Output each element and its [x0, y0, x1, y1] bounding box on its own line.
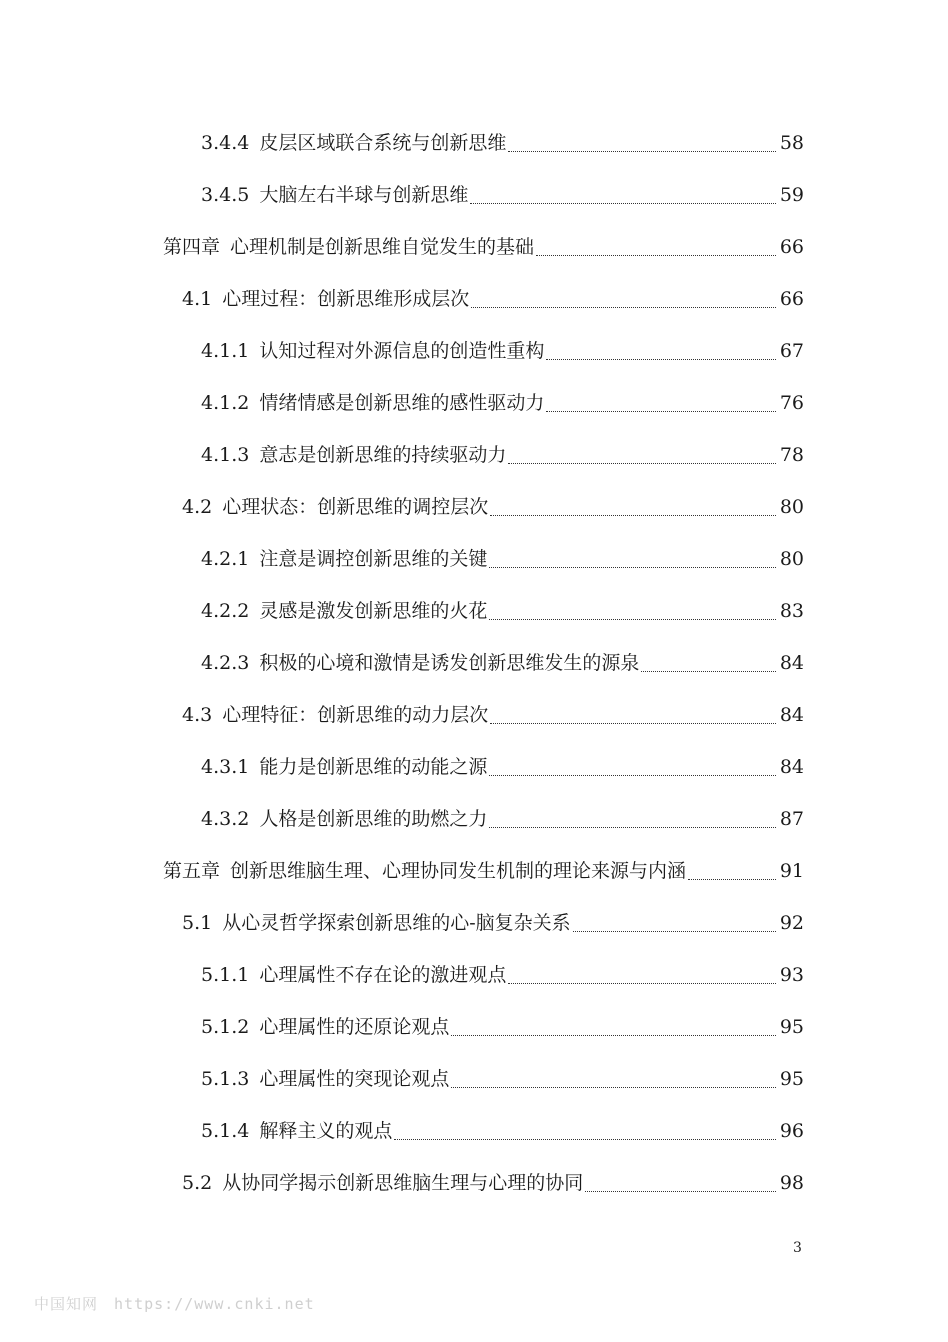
toc-entry-page: 84	[779, 704, 804, 726]
toc-entry-page: 93	[779, 964, 804, 986]
toc-dot-leader	[508, 429, 776, 481]
toc-entry-page: 84	[779, 756, 804, 778]
toc-entry-page: 87	[779, 808, 804, 830]
toc-entry[interactable]	[201, 1053, 804, 1105]
toc-entry-page: 83	[779, 600, 804, 622]
toc-entry-number: 4.1.3	[201, 444, 250, 466]
toc-entry-title: 心理特征：创新思维的动力层次	[222, 704, 489, 726]
toc-entry-number: 4.3	[182, 704, 213, 726]
toc-dot-leader	[451, 1053, 776, 1105]
toc-entry[interactable]	[163, 845, 804, 897]
toc-dot-leader	[490, 481, 776, 533]
toc-entry-page: 58	[779, 132, 804, 154]
toc-entry-number: 4.2	[182, 496, 213, 518]
toc-dot-leader	[489, 741, 776, 793]
toc-dot-leader	[471, 273, 776, 325]
toc-entry-title: 意志是创新思维的持续驱动力	[259, 444, 507, 466]
watermark	[34, 1293, 315, 1314]
toc-entry[interactable]	[182, 689, 804, 741]
toc-dot-leader	[508, 117, 776, 169]
toc-dot-leader	[451, 1001, 776, 1053]
toc-dot-leader	[688, 845, 776, 897]
table-of-contents	[0, 117, 948, 1209]
toc-entry[interactable]	[182, 273, 804, 325]
toc-entry[interactable]	[182, 897, 804, 949]
toc-entry-number: 4.2.2	[201, 600, 250, 622]
toc-entry[interactable]	[201, 949, 804, 1001]
toc-dot-leader	[489, 585, 776, 637]
toc-dot-leader	[546, 377, 776, 429]
toc-entry-page: 80	[779, 496, 804, 518]
toc-dot-leader	[489, 793, 776, 845]
toc-dot-leader	[641, 637, 776, 689]
toc-entry-page: 67	[779, 340, 804, 362]
toc-entry[interactable]	[182, 1157, 804, 1209]
toc-entry-number: 5.1.2	[201, 1016, 250, 1038]
toc-entry-page: 66	[779, 236, 804, 258]
toc-entry[interactable]	[201, 429, 804, 481]
toc-entry-number: 4.3.2	[201, 808, 250, 830]
toc-entry-page: 78	[779, 444, 804, 466]
toc-entry[interactable]	[201, 1105, 804, 1157]
toc-entry-title: 积极的心境和激情是诱发创新思维发生的源泉	[259, 652, 640, 674]
toc-dot-leader	[573, 897, 776, 949]
toc-entry[interactable]	[201, 325, 804, 377]
toc-entry-page: 76	[779, 392, 804, 414]
toc-dot-leader	[585, 1157, 776, 1209]
toc-entry-page: 96	[779, 1120, 804, 1142]
toc-entry-page: 92	[779, 912, 804, 934]
toc-entry-title: 注意是调控创新思维的关键	[259, 548, 488, 570]
toc-dot-leader	[394, 1105, 776, 1157]
watermark-site-name: 中国知网	[34, 1295, 99, 1313]
toc-entry-number: 5.2	[182, 1172, 213, 1194]
toc-entry-title: 解释主义的观点	[259, 1120, 393, 1142]
toc-entry-number: 5.1.4	[201, 1120, 250, 1142]
toc-dot-leader	[508, 949, 776, 1001]
toc-entry-title: 能力是创新思维的动能之源	[259, 756, 488, 778]
toc-entry[interactable]	[201, 533, 804, 585]
toc-entry-title: 心理过程：创新思维形成层次	[222, 288, 470, 310]
toc-entry-page: 91	[779, 860, 804, 882]
toc-entry[interactable]	[182, 481, 804, 533]
toc-entry[interactable]	[201, 377, 804, 429]
toc-entry-title: 从心灵哲学探索创新思维的心-脑复杂关系	[222, 912, 571, 934]
watermark-url: https://www.cnki.net	[114, 1295, 315, 1313]
toc-entry[interactable]	[163, 221, 804, 273]
toc-entry-title: 皮层区域联合系统与创新思维	[259, 132, 507, 154]
toc-entry-title: 从协同学揭示创新思维脑生理与心理的协同	[222, 1172, 584, 1194]
toc-entry-title: 心理状态：创新思维的调控层次	[222, 496, 489, 518]
toc-dot-leader	[490, 689, 776, 741]
toc-entry-number: 4.1.1	[201, 340, 250, 362]
toc-dot-leader	[546, 325, 776, 377]
toc-entry-number: 第五章	[163, 860, 221, 882]
toc-entry-page: 80	[779, 548, 804, 570]
toc-entry-number: 第四章	[163, 236, 221, 258]
toc-entry[interactable]	[201, 793, 804, 845]
toc-entry-page: 95	[779, 1068, 804, 1090]
toc-entry-number: 5.1.3	[201, 1068, 250, 1090]
toc-entry-title: 情绪情感是创新思维的感性驱动力	[259, 392, 545, 414]
toc-entry[interactable]	[201, 169, 804, 221]
toc-dot-leader	[470, 169, 776, 221]
toc-entry[interactable]	[201, 1001, 804, 1053]
toc-entry-page: 66	[779, 288, 804, 310]
toc-entry-number: 4.2.3	[201, 652, 250, 674]
toc-entry[interactable]	[201, 637, 804, 689]
toc-entry-title: 灵感是激发创新思维的火花	[259, 600, 488, 622]
toc-entry-title: 创新思维脑生理、心理协同发生机制的理论来源与内涵	[230, 860, 687, 882]
toc-entry-number: 4.3.1	[201, 756, 250, 778]
page-number: 3	[793, 1240, 802, 1256]
toc-entry-title: 心理机制是创新思维自觉发生的基础	[230, 236, 535, 258]
toc-entry-number: 3.4.4	[201, 132, 250, 154]
toc-entry-number: 4.2.1	[201, 548, 250, 570]
toc-entry-title: 人格是创新思维的助燃之力	[259, 808, 488, 830]
toc-entry-page: 98	[779, 1172, 804, 1194]
toc-entry-title: 心理属性的突现论观点	[259, 1068, 450, 1090]
toc-entry-title: 认知过程对外源信息的创造性重构	[259, 340, 545, 362]
toc-entry-page: 95	[779, 1016, 804, 1038]
toc-entry-number: 3.4.5	[201, 184, 250, 206]
toc-entry-number: 4.1.2	[201, 392, 250, 414]
toc-entry[interactable]	[201, 117, 804, 169]
toc-entry-title: 大脑左右半球与创新思维	[259, 184, 469, 206]
toc-entry[interactable]	[201, 585, 804, 637]
toc-entry-title: 心理属性不存在论的激进观点	[259, 964, 507, 986]
toc-entry-number: 5.1.1	[201, 964, 250, 986]
toc-entry-title: 心理属性的还原论观点	[259, 1016, 450, 1038]
toc-entry-number: 5.1	[182, 912, 213, 934]
toc-entry-page: 84	[779, 652, 804, 674]
toc-entry-number: 4.1	[182, 288, 213, 310]
toc-entry-page: 59	[779, 184, 804, 206]
toc-entry[interactable]	[201, 741, 804, 793]
toc-dot-leader	[489, 533, 776, 585]
toc-dot-leader	[536, 221, 776, 273]
